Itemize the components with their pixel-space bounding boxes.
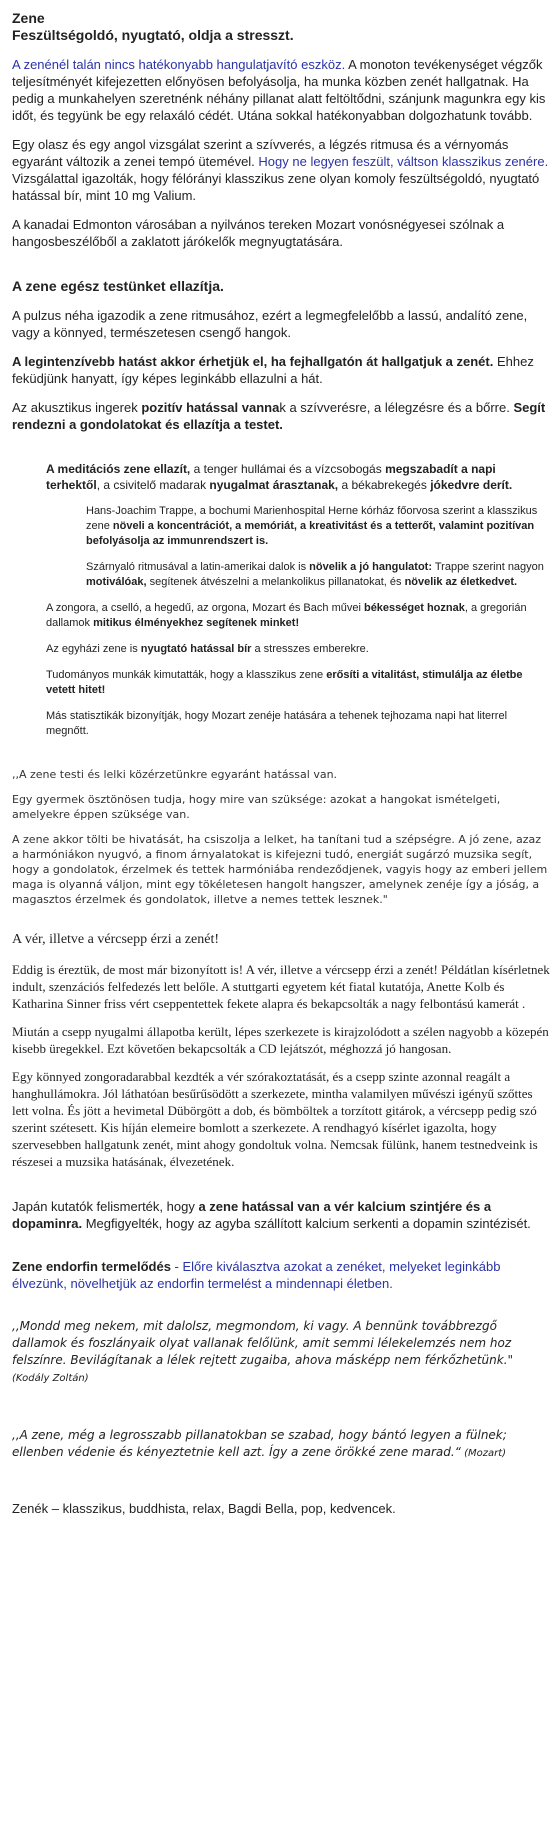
text-run: a stresszes emberekre. bbox=[251, 643, 369, 655]
instruments-paragraph bbox=[12, 601, 550, 631]
trappe-paragraph bbox=[46, 504, 550, 549]
bold-run: mitikus élményekhez segítenek minket! bbox=[93, 617, 300, 629]
text-run: Hans-Joachim Trappe, a bochumi Marienhospital Herne kórház főorvosa szerint a klasszikus zene bbox=[86, 505, 538, 532]
study-paragraph: Egy olasz és egy angol vizsgálat szerint a szívverés, a légzés ritmusa és a vérnyomás egyaránt változik a zenei tempó ütemével. Hogy ne legyen feszült, váltson klasszikus zenére. Vizsgálattal igazolták, hogy félórányi klasszikus zene olyan komoly feszültségoldó, nyugtató hatással bír, mint 10 mg Valium. bbox=[12, 137, 549, 203]
cows-paragraph: Más statisztikák bizonyítják, hogy Mozart zenéje hatására a tehenek tejhozama napi hat literrel megnőtt. bbox=[46, 710, 508, 737]
vitality-paragraph bbox=[12, 668, 550, 698]
text-run: Trappe szerint nagyon bbox=[432, 561, 544, 573]
headphones-paragraph: A legintenzívebb hatást akkor érhetjük el, ha fejhallgatón át hallgatjuk a zenét. Ehhez feküdjünk hanyatt, így képes leginkább ellazulni a hát. bbox=[12, 354, 534, 386]
text-run: , a csivitelő madarak bbox=[96, 478, 210, 492]
acoustic-paragraph: Az akusztikus ingerek pozitív hatással vannak a szívverésre, a lélegzésre és a bőrre. Segít rendezni a gondolatokat és ellazítja a testet. bbox=[12, 400, 546, 432]
blood-paragraph-1: Eddig is éreztük, de most már bizonyított is! A vér, illetve a vércsepp érzi a zenét! Példátlan kísérletnek indult, szenzációs felfedezés lett belőle. A stuttgarti egyetem két fiatal kutatója, Anette Kolb és Katharina Sinner friss vért cseppentettek fekete alapra és bekapcsolták a nagy felbontású kamerát . bbox=[12, 962, 550, 1011]
text-run: , a gregorián dallamok bbox=[46, 602, 527, 629]
pulse-paragraph: A pulzus néha igazodik a zene ritmusához, ezért a legmegfelelőbb a lassú, andalító zene, vagy a könnyed, természetesen csengő hangok. bbox=[12, 308, 528, 340]
bold-run: növelik az életkedvet. bbox=[404, 576, 518, 588]
bold-run: jókedvre derít. bbox=[430, 478, 513, 492]
text-run: a tenger hullámai és a vízcsobogás bbox=[190, 462, 386, 476]
latin-paragraph bbox=[46, 560, 550, 590]
text-run: a békabrekegés bbox=[338, 478, 431, 492]
bold-run: erősíti a vitalitást, stimulálja az életbe vetett hitet! bbox=[46, 669, 523, 696]
section-heading-relax: A zene egész testünket ellazítja. bbox=[12, 278, 224, 294]
article-title: Zene bbox=[12, 10, 45, 26]
blood-heading: A vér, illetve a vércsepp érzi a zenét! bbox=[12, 932, 219, 947]
text-run: Az egyházi zene is bbox=[46, 643, 141, 655]
text-run: A zongora, a cselló, a hegedű, az orgona, Mozart és Bach művei bbox=[46, 602, 364, 614]
bold-run: növeli a koncentrációt, a memóriát, a kreativitást és a tetterőt, valamint pozitívan befolyásolja az immunrendszert is. bbox=[86, 520, 535, 547]
article-subtitle: Feszültségoldó, nyugtató, oldja a stresszt. bbox=[12, 27, 294, 43]
mozart-quote: ,,A zene, még a legrosszabb pillanatokban se szabad, hogy bántó legyen a fülnek; ellenben védenie és kényeztetnie kell azt. Így a zene örökké zene marad.“ (Mozart) bbox=[12, 1428, 507, 1459]
bold-run: megszabadít a napi terhektől bbox=[46, 462, 496, 492]
kodaly-quote: ,,Mondd meg nekem, mit dalolsz, megmondom, ki vagy. A bennünk továbbrezgő dallamok és foszlányaik olyat vallanak felőlünk, amit semmi lélekelemzés nem hoz felszínre. Bevilágítanak a lélek rejtett zugaiba, ahova másképp nem férkőzhetünk." (Kodály Zoltán) bbox=[12, 1319, 514, 1384]
meditation-box bbox=[12, 461, 550, 590]
bold-run: békességet hoznak bbox=[363, 602, 465, 614]
classical-music-link[interactable]: Hogy ne legyen feszült, váltson klasszikus zenére. bbox=[258, 154, 549, 169]
text-run: Szárnyaló ritmusával a latin-amerikai dalok is bbox=[86, 561, 310, 573]
intro-paragraph: A zenénél talán nincs hatékonyabb hangulatjavító eszköz. A monoton tevékenységet végzők teljesítményét kifejezetten előnyösen befolyásolja, ha munka közben zenét hallgatnak. Ha pedig a munkahelyen szeretnénk néhány pillanat alatt feltöltődni, szánjunk magunkra egy kis időt, és tegyünk be egy relaxáló cédét. Utána sokkal hatékonyabban dolgozhatunk tovább. bbox=[12, 57, 546, 123]
bold-run: A meditációs zene ellazít, bbox=[46, 462, 191, 476]
quote-line-2: Egy gyermek ösztönösen tudja, hogy mire van szüksége: azokat a hangokat ismételgeti, amelyekre éppen szüksége van. bbox=[12, 793, 501, 821]
mood-link[interactable]: A zenénél talán nincs hatékonyabb hangulatjavító eszköz. bbox=[12, 57, 346, 72]
quote-line-1: ,,A zene testi és lelki közérzetünkre egyaránt hatással van. bbox=[12, 768, 338, 781]
bold-run: nyugtató hatással bír bbox=[140, 643, 252, 655]
bold-run: motiválóak, bbox=[86, 576, 147, 588]
tags-line: Zenék – klasszikus, buddhista, relax, Bagdi Bella, pop, kedvencek. bbox=[12, 1501, 396, 1516]
church-music-paragraph bbox=[12, 642, 550, 657]
quote-line-3: A zene akkor tölti be hivatását, ha csiszolja a lelket, ha tanítani tud a szépségre. A jó zene, azaz a harmóniákon nyugvó, a finom árnyalatokat is kifejezni tudó, energiát sugárzó muzsika segít, hogy a gondolatok, érzelmek és tettek harmóniába rendeződjenek, vagyis hogy az emberi jellem maga is olyanná váljon, mint egy tökéletesen hangolt hangszer, amelynek zenéje így a jóság, a magasztos érzelmek és gondolatok, illetve a nemes tettek lesznek." bbox=[12, 833, 548, 906]
bold-run: növelik a jó hangulatot: bbox=[309, 561, 432, 573]
edmonton-paragraph: A kanadai Edmonton városában a nyilvános tereken Mozart vonósnégyesei szólnak a hangosbeszélőből a zaklatott járókelők megnyugtatására. bbox=[12, 217, 505, 249]
text-run: Tudományos munkák kimutatták, hogy a klasszikus zene bbox=[46, 669, 327, 681]
bold-run: nyugalmat árasztanak, bbox=[209, 478, 339, 492]
kodaly-cite: (Kodály Zoltán) bbox=[12, 1373, 89, 1384]
blood-paragraph-3: Egy könnyed zongoradarabbal kezdték a vér szórakoztatását, és a csepp szinte azonnal reagált a hanghullámokra. Jól láthatóan besűrűsödött a szerkezete, mintha valamilyen művészi igényű szőttes lett volna. És jött a hevimetal Dübörgött a dob, és bömböltek a torzított gitárok, a vércsepp pedig szó szerint szétesett. Kis híján elemeire bomlott a szerkezete. A rendhagyó kísérlet igazolta, hogy szervesebben hallgatunk zenét, mint ahogy gondoltuk volna. Nemcsak fülünk, hanem testnedveink is részesei a muzsika hatásának, élvezetének. bbox=[12, 1069, 538, 1169]
mozart-cite: (Mozart) bbox=[460, 1448, 507, 1459]
blood-paragraph-2: Miután a csepp nyugalmi állapotba került, lépes szerkezete is kirajzolódott a szélen nagyobb a közepén kisebb üregekkel. Ezt követően bekapcsolták a CD lejátszót, méghozzá jó hangosan. bbox=[12, 1024, 549, 1056]
meditation-paragraph bbox=[46, 461, 550, 493]
japan-paragraph: Japán kutatók felismerték, hogy a zene hatással van a vér kalcium szintjére és a dopaminra. Megfigyelték, hogy az agyba szállított kalcium serkenti a dopamin szintézisét. bbox=[12, 1199, 531, 1231]
endorphin-paragraph: Zene endorfin termelődés - Előre kiválasztva azokat a zenéket, melyeket leginkább élvezünk, növelhetjük az endorfin termelést a mindennapi életben. bbox=[12, 1259, 501, 1291]
text-run: segítenek átvészelni a melankolikus pillanatokat, és bbox=[146, 576, 405, 588]
